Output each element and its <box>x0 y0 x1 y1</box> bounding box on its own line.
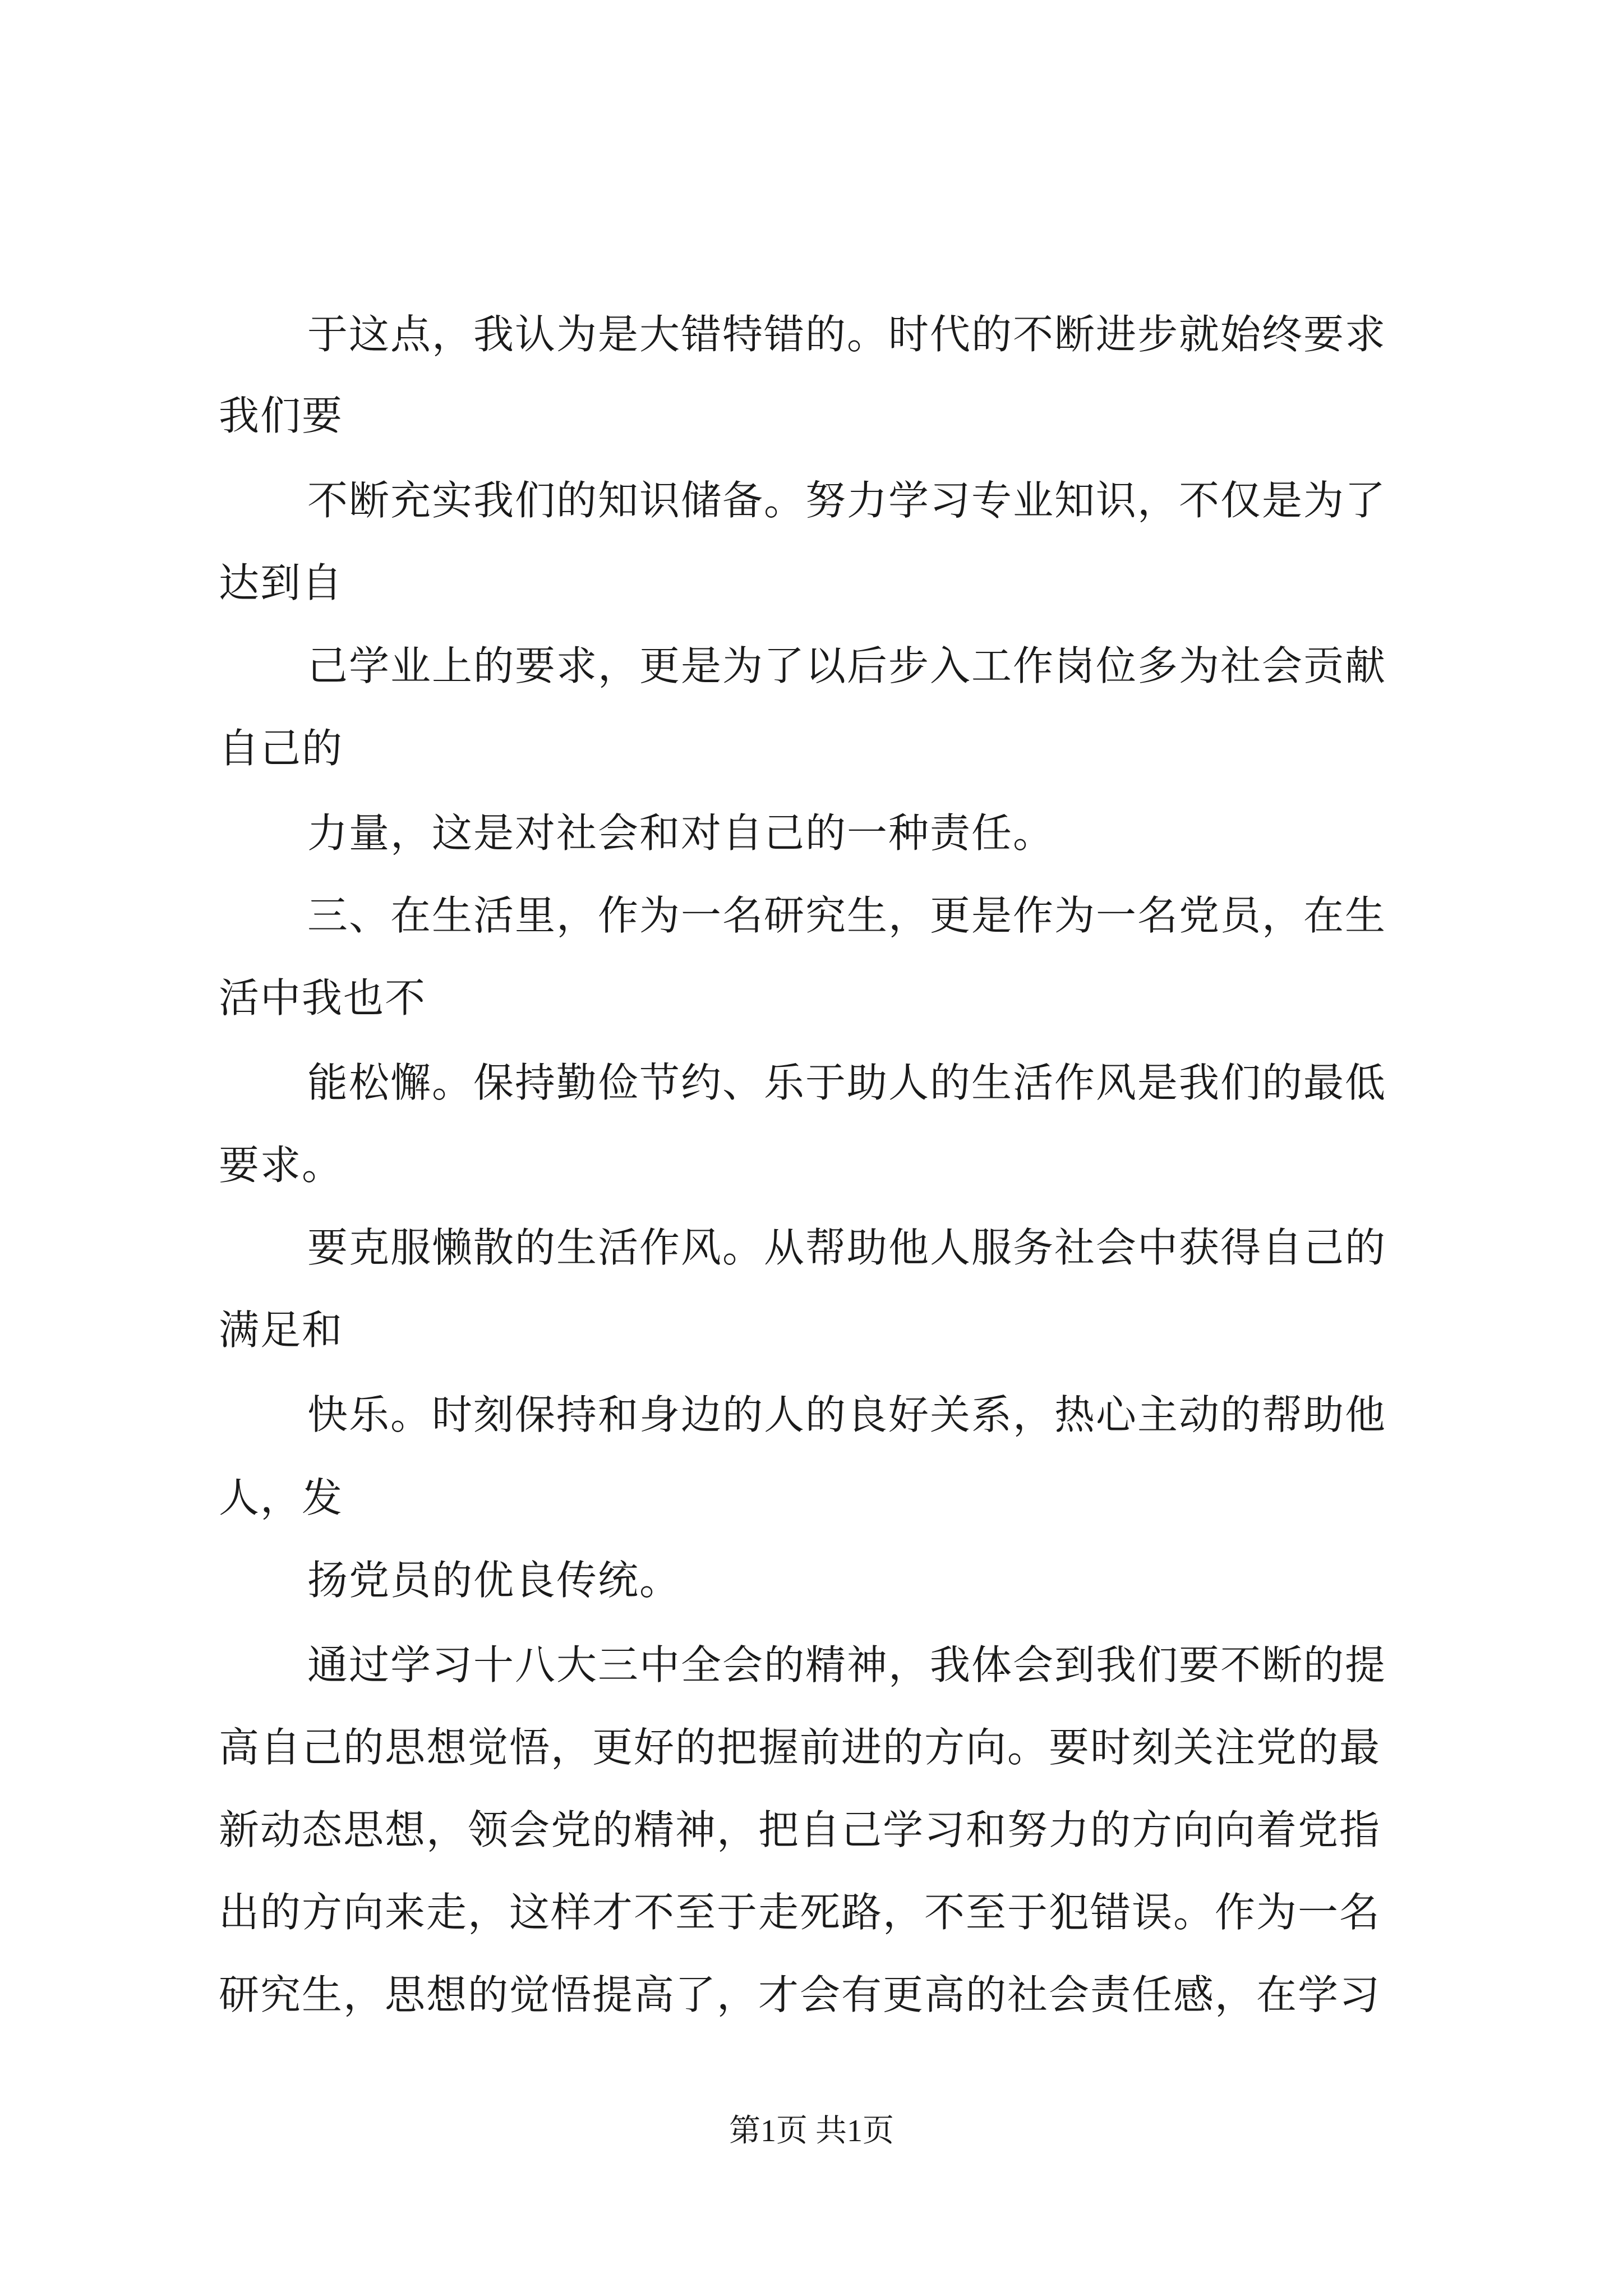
text-line: 活中我也不 <box>219 974 427 1022</box>
text-line: 三、在生活里，作为一名研究生，更是作为一名党员，在生 <box>307 892 1387 939</box>
text-line: 我们要 <box>219 392 344 439</box>
text-line: 要克服懒散的生活作风。从帮助他人服务社会中获得自己的 <box>307 1224 1387 1271</box>
text-line: 研究生，思想的觉悟提高了，才会有更高的社会责任感，在学习 <box>219 1971 1381 2018</box>
text-line: 满足和 <box>219 1306 344 1354</box>
text-line: 力量，这是对社会和对自己的一种责任。 <box>307 809 1055 857</box>
text-line: 达到自 <box>219 559 344 606</box>
text-line: 不断充实我们的知识储备。努力学习专业知识，不仅是为了 <box>307 477 1387 524</box>
text-line: 自己的 <box>219 725 344 772</box>
text-line: 己学业上的要求，更是为了以后步入工作岗位多为社会贡献 <box>307 642 1387 689</box>
text-line: 人，发 <box>219 1474 344 1521</box>
text-line: 能松懈。保持勤俭节约、乐于助人的生活作风是我们的最低 <box>307 1059 1387 1106</box>
text-line: 扬党员的优良传统。 <box>307 1557 681 1604</box>
text-line: 于这点，我认为是大错特错的。时代的不断进步就始终要求 <box>307 311 1387 358</box>
text-line: 通过学习十八大三中全会的精神，我体会到我们要不断的提 <box>307 1641 1387 1688</box>
text-line: 快乐。时刻保持和身边的人的良好关系，热心主动的帮助他 <box>307 1391 1387 1438</box>
text-line: 要求。 <box>219 1142 344 1189</box>
text-line: 出的方向来走，这样才不至于走死路，不至于犯错误。作为一名 <box>219 1889 1381 1936</box>
text-line: 高自己的思想觉悟，更好的把握前进的方向。要时刻关注党的最 <box>219 1724 1381 1771</box>
page-number-footer: 第1页 共1页 <box>729 2114 894 2148</box>
text-line: 新动态思想，领会党的精神，把自己学习和努力的方向向着党指 <box>219 1806 1381 1853</box>
